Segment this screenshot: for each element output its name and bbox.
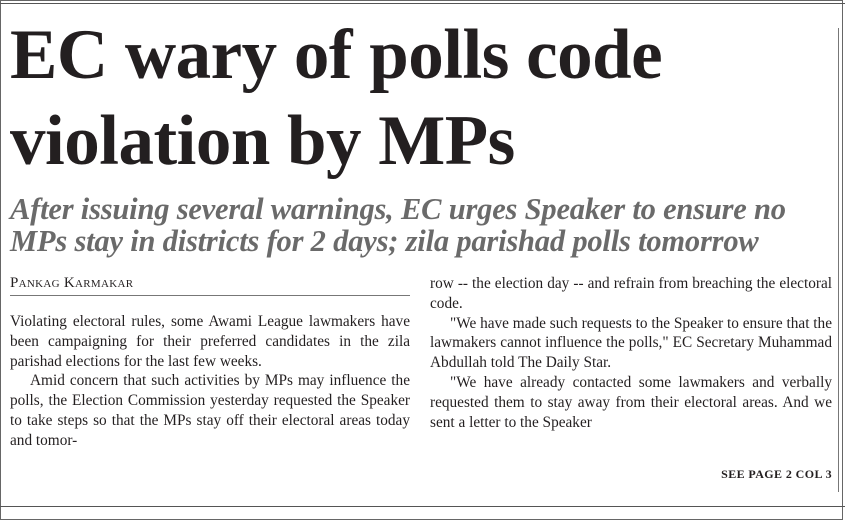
paragraph: "We have already contacted some lawmakers and verbally requested them to stay away from their electoral areas. And we sent a letter to the Speaker — [430, 373, 832, 431]
paragraph: row -- the election day -- and refrain from breaching the electoral code. — [430, 275, 832, 312]
right-column-rule — [838, 28, 839, 492]
paragraph: "We have made such requests to the Speaker to ensure that the lawmakers cannot influence the polls," EC Secretary Muhammad Abdullah told The Daily Star. — [430, 314, 832, 372]
byline-rule — [10, 295, 410, 296]
continuation-line: SEE PAGE 2 COL 3 — [721, 467, 832, 481]
headline: EC wary of polls code violation by MPs — [10, 16, 663, 180]
top-rule — [0, 3, 845, 4]
left-column — [10, 312, 410, 451]
paragraph: Violating electoral rules, some Awami League lawmakers have been campaigning for their preferred candidates in the zila parishad elections for the last few weeks. — [10, 313, 410, 370]
right-column — [430, 274, 832, 432]
bottom-rule — [0, 506, 845, 507]
paragraph: Amid concern that such activities by MPs may influence the polls, the Election Commission yesterday requested the Speaker to take steps so that the MPs stay off their electoral areas today and tomor- — [10, 372, 410, 449]
byline: Pankag Karmakar — [10, 275, 134, 291]
subheadline: After issuing several warnings, EC urges Speaker to ensure no MPs stay in districts for 2 days; zila parishad polls tomorrow — [10, 192, 786, 258]
